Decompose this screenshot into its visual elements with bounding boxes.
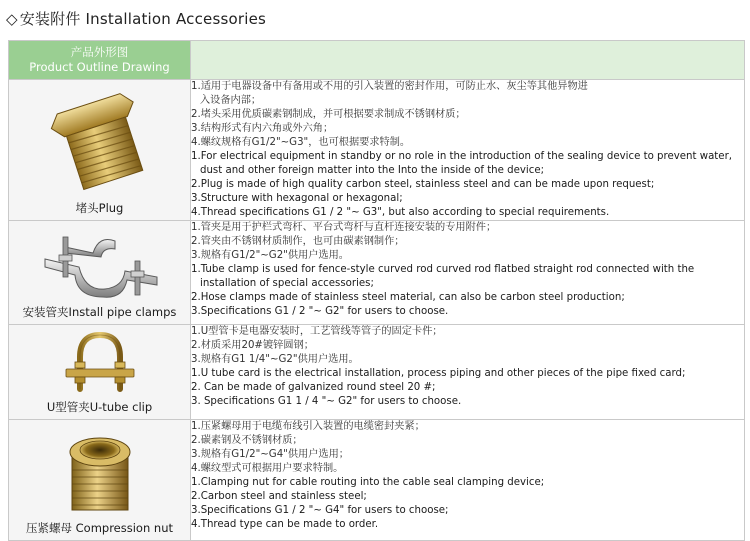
product-image-cell (9, 221, 191, 325)
table-header (9, 41, 745, 80)
desc-line: 2.碳素钢及不锈钢材质； (191, 435, 303, 446)
table-row (9, 80, 745, 221)
desc-line: 4.Thread specifications G1 / 2 "~ G3", but also according to special requirements. (191, 207, 610, 218)
desc-line: 3.规格有G1/2"~G2"供用户选用。 (191, 250, 349, 261)
desc-line: 3.Specifications G1 / 2 "~ G2" for users to choose. (191, 306, 449, 317)
page-title (6, 6, 266, 32)
header-cell-drawing (9, 41, 191, 80)
desc-line: installation of special accessories; (200, 278, 374, 289)
desc-line: 1.Clamping nut for cable routing into the cable seal clamping device; (191, 477, 545, 488)
desc-line: 入设备内部； (200, 95, 262, 106)
header-en: Product Outline Drawing (29, 60, 170, 74)
product-caption: 安装管夹Install pipe clamps (22, 305, 177, 319)
desc-line: 1.U型管卡是电器安装时，工艺管线等管子的固定卡件； (191, 326, 443, 337)
header-cell-desc (191, 41, 745, 80)
header-zh: 产品外形图 (70, 45, 129, 59)
desc-line: 3.规格有G1/2"~G4"供用户选用； (191, 449, 349, 460)
desc-line: 3.Specifications G1 / 2 "~ G4" for users to choose; (191, 505, 449, 516)
pipe-clamp-icon (35, 225, 165, 301)
desc-line: 2.Hose clamps made of stainless steel material, can also be carbon steel production; (191, 292, 625, 303)
desc-line: 1.For electrical equipment in standby or no role in the introduction of the sealing device to prevent water, (191, 151, 732, 162)
table-row (9, 325, 745, 420)
product-caption: 堵头Plug (75, 201, 124, 215)
desc-line: 3.Structure with hexagonal or hexagonal; (191, 193, 403, 204)
product-image-cell (9, 80, 191, 221)
desc-line: 1.适用于电器设备中有备用或不用的引入装置的密封作用，可防止水、灰尘等其他异物进 (191, 81, 588, 92)
desc-line: 3. Specifications G1 1 / 4 "~ G2" for users to choose. (191, 396, 462, 407)
desc-line: 1.U tube card is the electrical installation, process piping and other pieces of the pipe fixed card; (191, 368, 686, 379)
desc-line: 3.结构形式有内六角或外六角； (191, 123, 334, 134)
hex-plug-icon (45, 84, 155, 194)
desc-line: 2.Carbon steel and stainless steel; (191, 491, 367, 502)
product-description (191, 420, 745, 541)
table-row (9, 420, 745, 541)
compression-nut-icon (50, 424, 150, 516)
product-image-cell (9, 420, 191, 541)
desc-line: 1.压紧螺母用于电缆布线引入装置的电缆密封夹紧； (191, 421, 425, 432)
desc-line: dust and other foreign matter into the Into the inside of the device; (200, 165, 545, 176)
desc-line: 1.管夹是用于护栏式弯杆、平台式弯杆与直杆连接安装的专用附件； (191, 222, 497, 233)
desc-line: 4.螺纹规格有G1/2"~G3"，也可根据要求特制。 (191, 137, 411, 148)
desc-line: 2. Can be made of galvanized round steel 20 #; (191, 382, 436, 393)
product-description (191, 325, 745, 420)
desc-line: 3.规格有G1 1/4"~G2"供用户选用。 (191, 354, 359, 365)
desc-line: 2.材质采用20#镀锌圆钢； (191, 340, 314, 351)
u-bolt-icon (50, 329, 150, 399)
product-description (191, 221, 745, 325)
desc-line: 1.Tube clamp is used for fence-style curved rod curved rod flatbed straight rod connected with the (191, 264, 695, 275)
product-caption: 压紧螺母 Compression nut (25, 521, 174, 535)
product-caption: U型管夹U-tube clip (46, 400, 153, 414)
product-image-cell (9, 325, 191, 420)
desc-line: 2.Plug is made of high quality carbon steel, stainless steel and can be made upon request; (191, 179, 655, 190)
desc-line: 4.螺纹型式可根据用户要求特制。 (191, 463, 344, 474)
diamond-icon: ◇ (6, 10, 18, 28)
accessories-table (8, 40, 745, 541)
table-row (9, 221, 745, 325)
page-title-text: 安装附件 Installation Accessories (19, 10, 267, 28)
desc-line: 2.堵头采用优质碳素钢制成，并可根据要求制成不锈钢材质； (191, 109, 466, 120)
product-description (191, 80, 745, 221)
desc-line: 4.Thread type can be made to order. (191, 519, 379, 530)
desc-line: 2.管夹由不锈钢材质制作，也可由碳素钢制作； (191, 236, 405, 247)
